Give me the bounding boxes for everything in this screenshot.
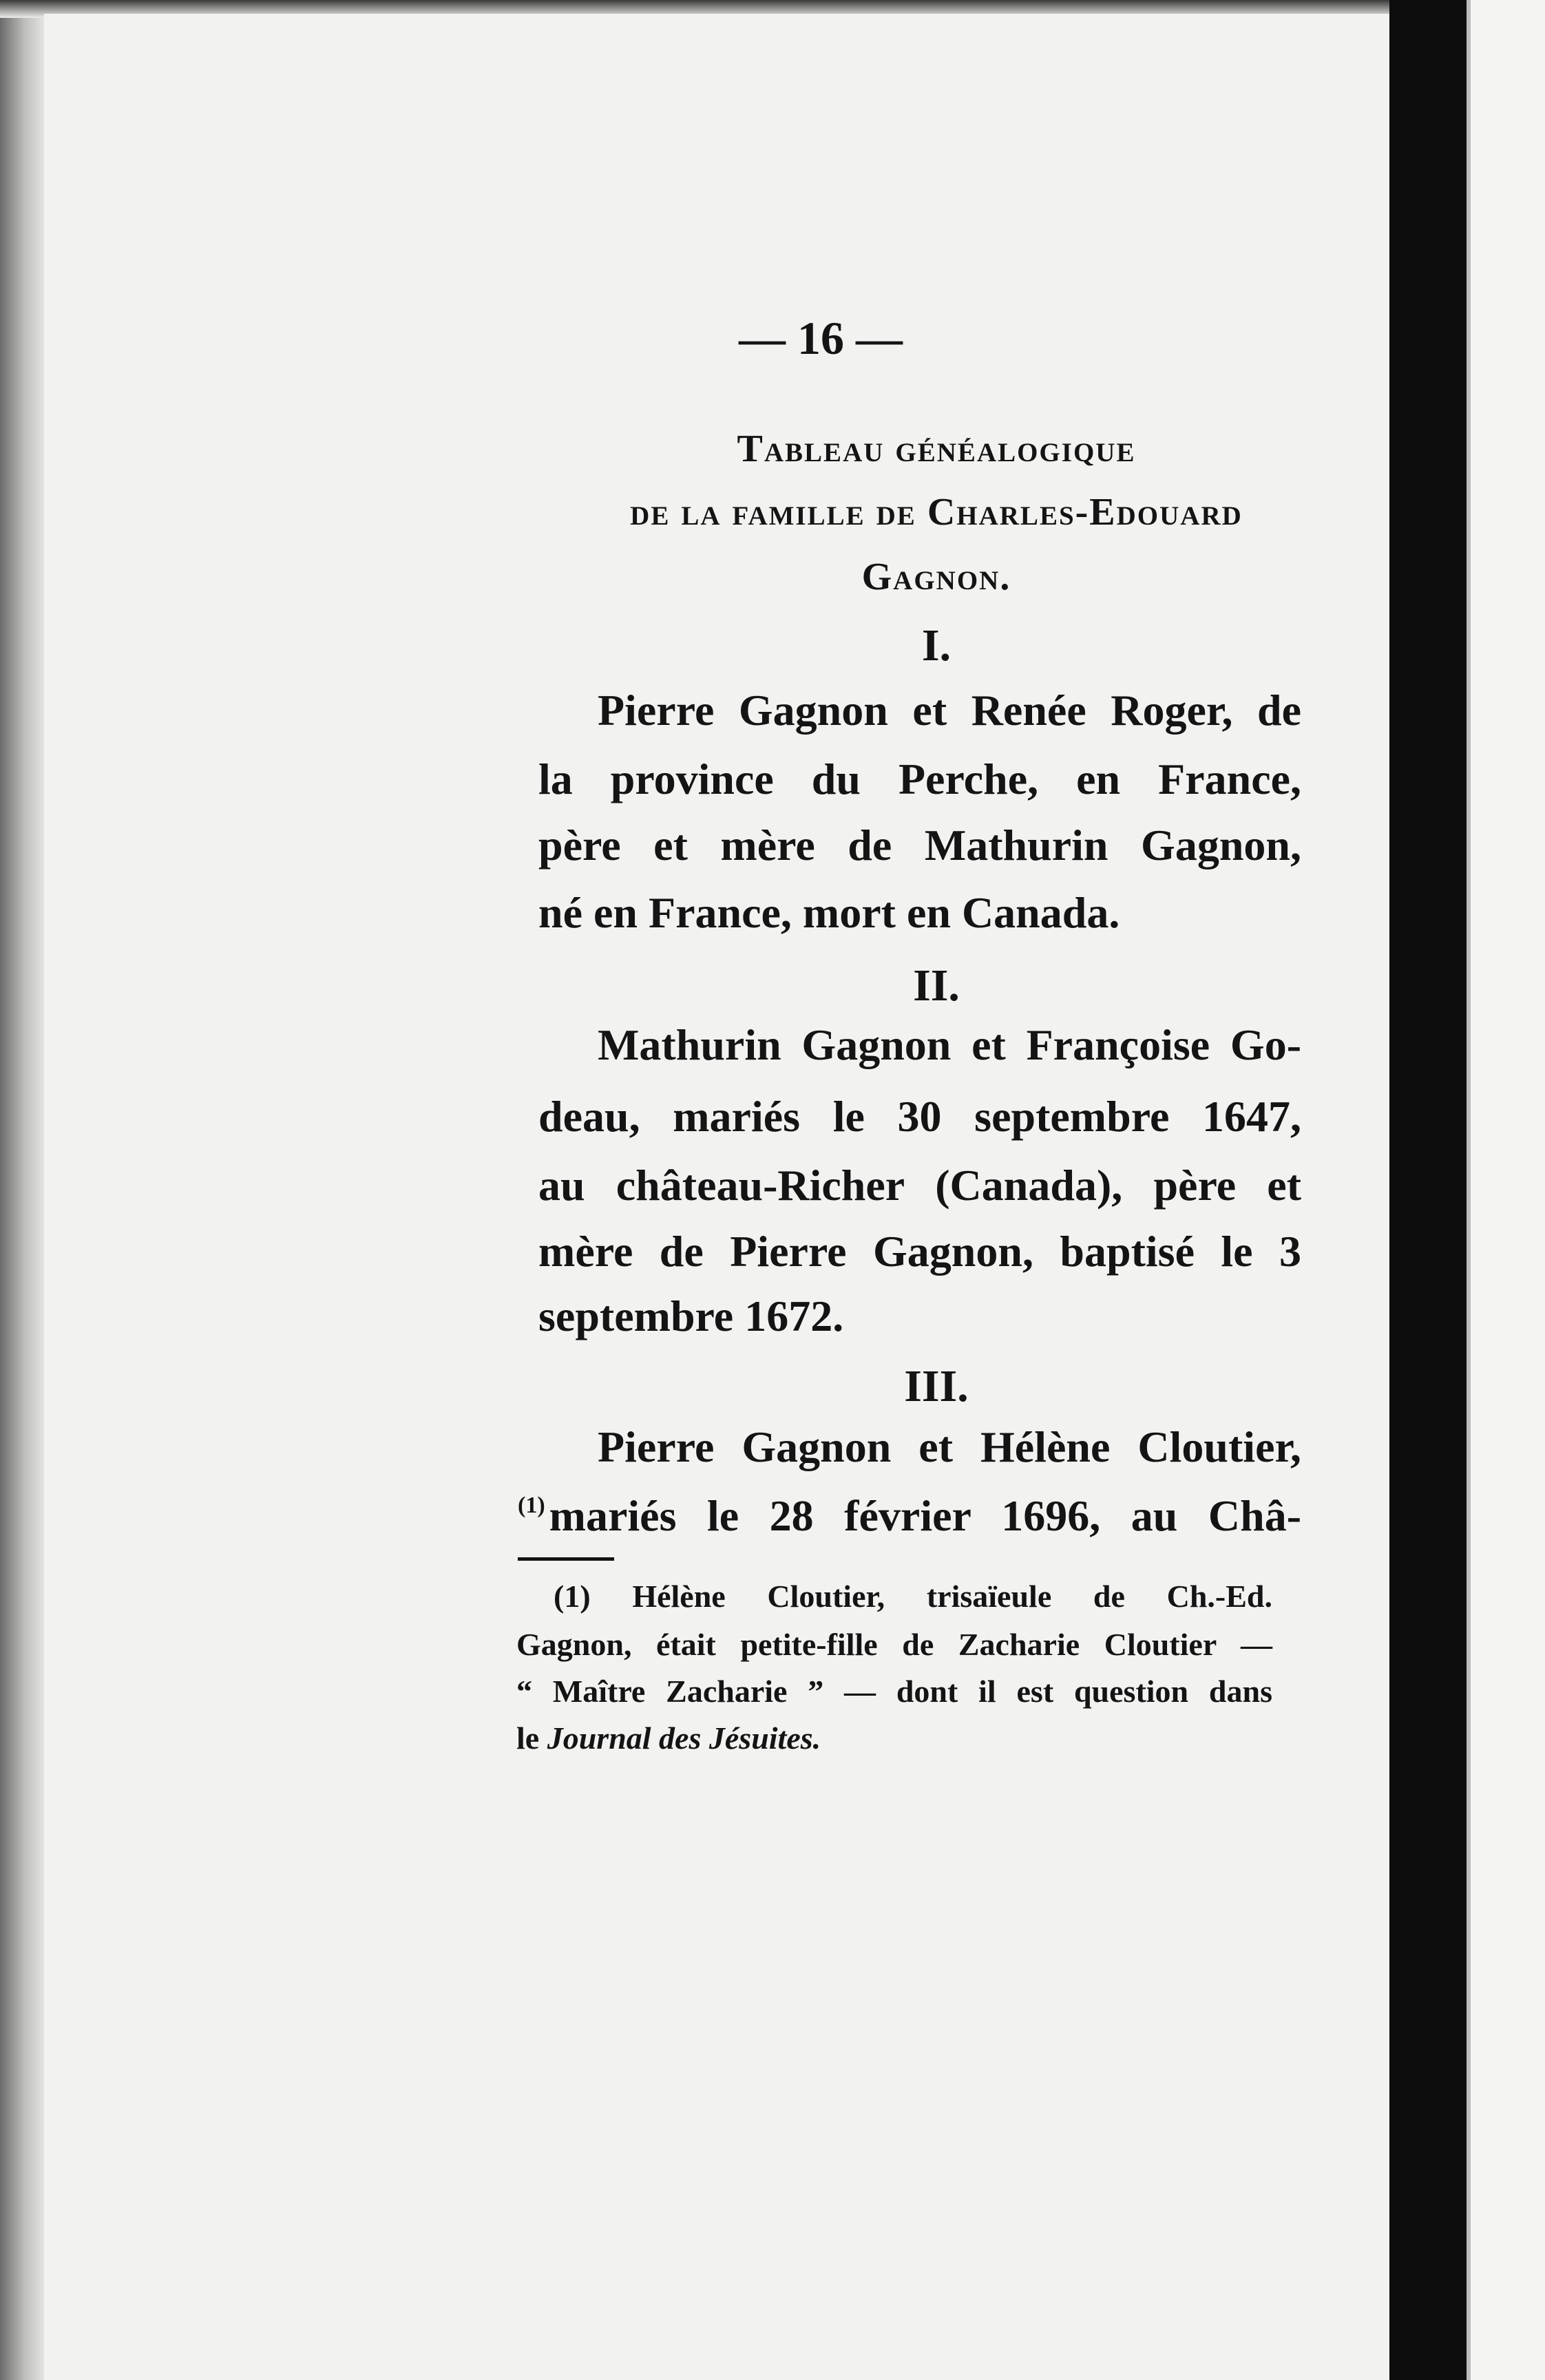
section-3-line-2	[518, 1491, 1301, 1540]
section-numeral-2: II.	[913, 960, 960, 1011]
section-2-line-2: deau, mariés le 30 septembre 1647,	[538, 1092, 1301, 1141]
section-1-line-3: père et mère de Mathurin Gagnon,	[538, 821, 1301, 870]
section-numeral-3: III.	[904, 1361, 969, 1411]
footnote-line-3: “ Maître Zacharie ” — dont il est question dans	[516, 1674, 1272, 1709]
footnote-line-4	[516, 1720, 1272, 1756]
page-number: — 16 —	[739, 312, 903, 364]
section-1-line-4: né en France, mort en Canada.	[538, 888, 1120, 937]
section-1-line-2: la province du Perche, en France,	[538, 755, 1301, 803]
footnote-line-1: (1) Hélène Cloutier, trisaïeule de Ch.-Ed.	[554, 1579, 1272, 1614]
section-3-line-2-text: mariés le 28 février 1696, au Châ-	[549, 1491, 1301, 1540]
footnote-line-4-prefix: le	[516, 1720, 547, 1756]
title-line-2: de la famille de Charles-Edouard	[630, 491, 1243, 534]
footnote-marker: (1)	[518, 1493, 545, 1518]
section-3-line-1: Pierre Gagnon et Hélène Cloutier,	[598, 1422, 1301, 1471]
section-2-line-3: au château-Richer (Canada), père et	[538, 1161, 1301, 1210]
footnote-line-2: Gagnon, était petite-fille de Zacharie Cloutier —	[516, 1627, 1272, 1662]
section-2-line-5: septembre 1672.	[538, 1292, 844, 1340]
section-2-line-1: Mathurin Gagnon et Françoise Go-	[598, 1020, 1301, 1069]
footnote-journal-title: Journal des Jésuites.	[547, 1720, 821, 1756]
section-1-line-1: Pierre Gagnon et Renée Roger, de	[598, 686, 1301, 735]
section-numeral-1: I.	[921, 620, 952, 671]
title-line-3: Gagnon.	[861, 556, 1011, 598]
footnote-separator	[518, 1557, 614, 1561]
section-2-line-4: mère de Pierre Gagnon, baptisé le 3	[538, 1227, 1301, 1276]
title-line-1: Tableau généalogique	[737, 428, 1136, 470]
